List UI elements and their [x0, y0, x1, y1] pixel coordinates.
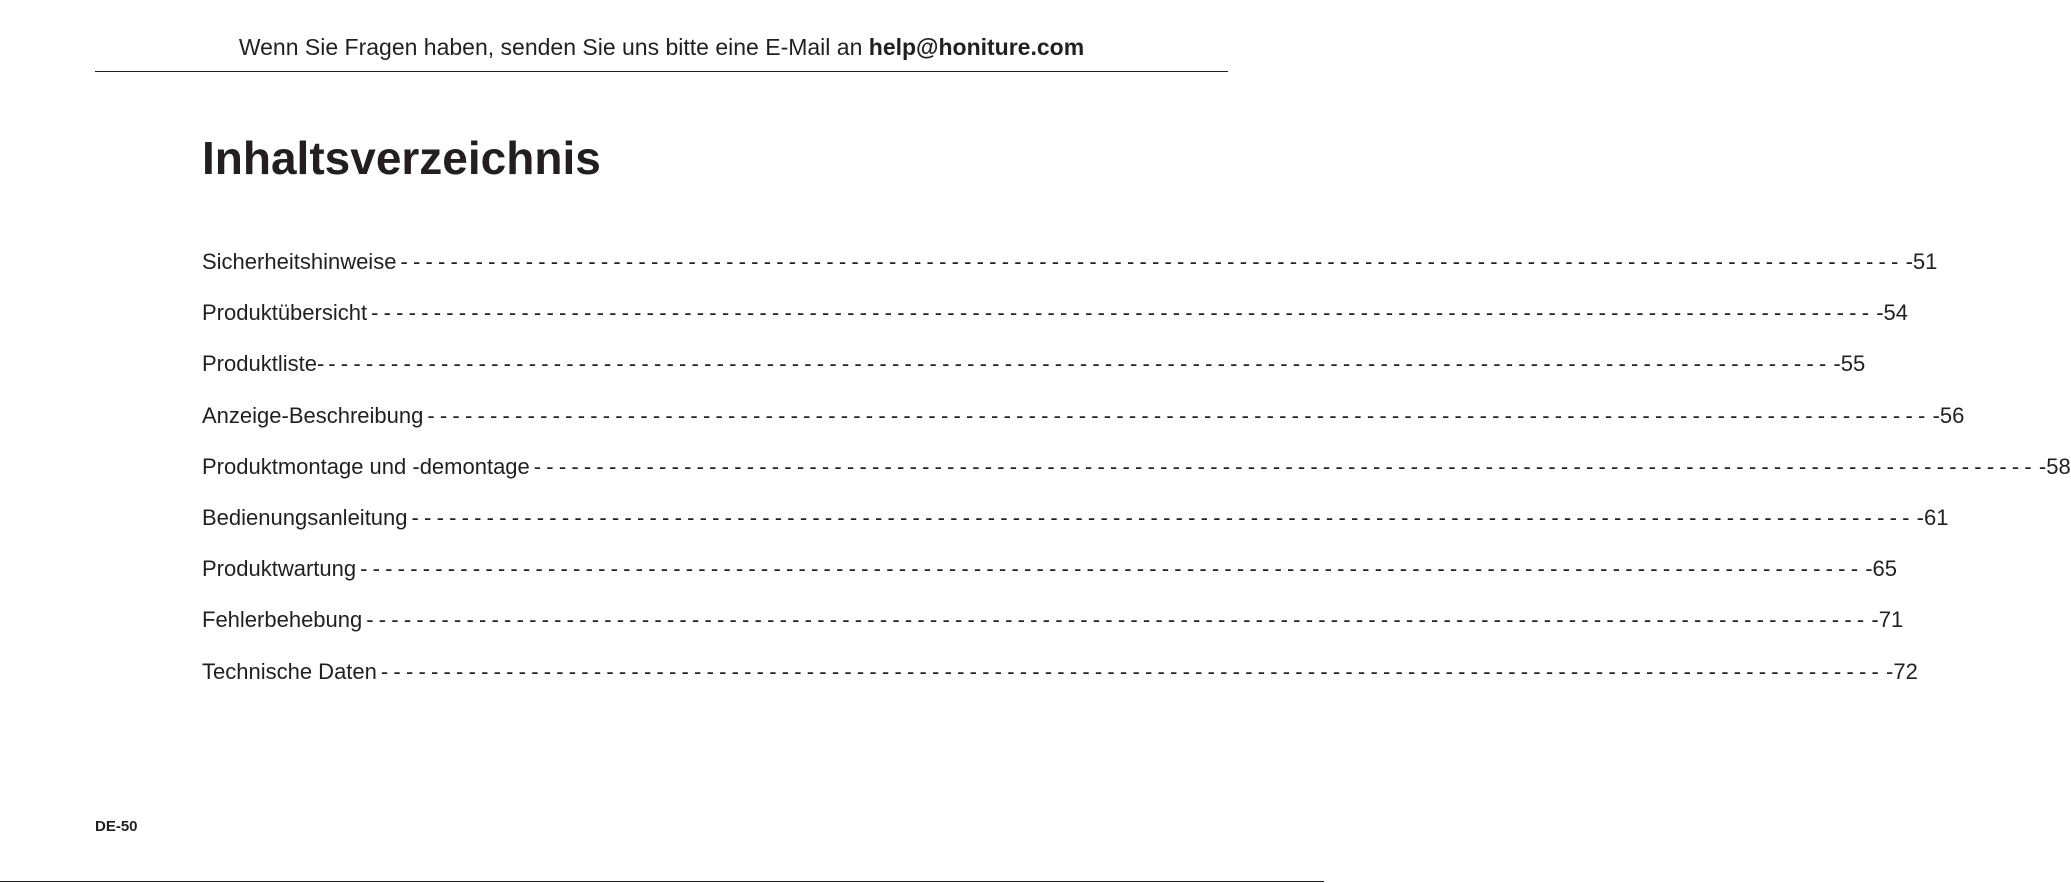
toc-entry-page: -51: [1905, 249, 1938, 274]
page-title: Inhaltsverzeichnis: [202, 132, 601, 184]
toc-entry-page: -71: [1871, 607, 1904, 633]
toc-entry-label: Bedienungsanleitung: [202, 504, 408, 530]
toc-entry-label: Produktübersicht: [202, 300, 368, 326]
toc-entry-page: -61: [1916, 504, 1949, 530]
dot-leader: ------------------------------------------------------------------------------------------------------------------------: [427, 402, 1931, 428]
table-of-contents: [202, 243, 2071, 704]
toc-entry-produktliste[interactable]: [202, 345, 1866, 396]
toc-entry-technische-daten[interactable]: [202, 653, 1918, 704]
dot-leader: ------------------------------------------------------------------------------------------------------------------------: [400, 249, 1904, 274]
contact-header: [95, 30, 1228, 64]
toc-entry-page: -54: [1876, 300, 1909, 326]
toc-entry-label: Produktwartung: [202, 556, 357, 582]
contact-text: Wenn Sie Fragen haben, senden Sie uns bitte eine E-Mail an: [238, 34, 869, 60]
page-number: DE-50: [95, 818, 138, 835]
header-divider: [95, 71, 1228, 72]
toc-entry-sicherheitshinweise[interactable]: [202, 243, 1938, 294]
dot-leader: ------------------------------------------------------------------------------------------------------------------------: [533, 453, 2037, 479]
toc-entry-page: -65: [1865, 556, 1898, 582]
toc-entry-label: Produktliste-: [202, 351, 325, 377]
dot-leader: ------------------------------------------------------------------------------------------------------------------------: [366, 607, 1870, 633]
toc-entry-bedienungsanleitung[interactable]: [202, 499, 1949, 550]
dot-leader: ------------------------------------------------------------------------------------------------------------------------: [360, 556, 1864, 582]
toc-entry-page: -56: [1932, 402, 1965, 428]
toc-entry-page: -55: [1833, 351, 1866, 377]
toc-entry-label: Sicherheitshinweise: [202, 249, 397, 274]
toc-entry-label: Technische Daten: [202, 658, 377, 684]
dot-leader: ------------------------------------------------------------------------------------------------------------------------: [380, 658, 1885, 684]
toc-entry-produktwartung[interactable]: [202, 550, 1898, 601]
support-email-link[interactable]: help@honiture.com: [868, 34, 1085, 60]
toc-entry-label: Fehlerbehebung: [202, 607, 363, 633]
toc-entry-fehlerbehebung[interactable]: [202, 601, 1904, 652]
dot-leader: ------------------------------------------------------------------------------------------------------------------------: [411, 504, 1915, 530]
dot-leader: ------------------------------------------------------------------------------------------------------------------------: [371, 300, 1875, 326]
toc-entry-label: Produktmontage und -demontage: [202, 453, 530, 479]
toc-entry-anzeige-beschreibung[interactable]: [202, 397, 1965, 448]
bottom-divider: [0, 881, 1324, 882]
dot-leader: ------------------------------------------------------------------------------------------------------------------------: [328, 351, 1832, 377]
toc-entry-produktuebersicht[interactable]: [202, 294, 1909, 345]
toc-entry-produktmontage[interactable]: [202, 448, 2071, 499]
toc-entry-page: -72: [1886, 658, 1918, 684]
toc-entry-label: Anzeige-Beschreibung: [202, 402, 424, 428]
toc-entry-page: -58: [2038, 453, 2071, 479]
